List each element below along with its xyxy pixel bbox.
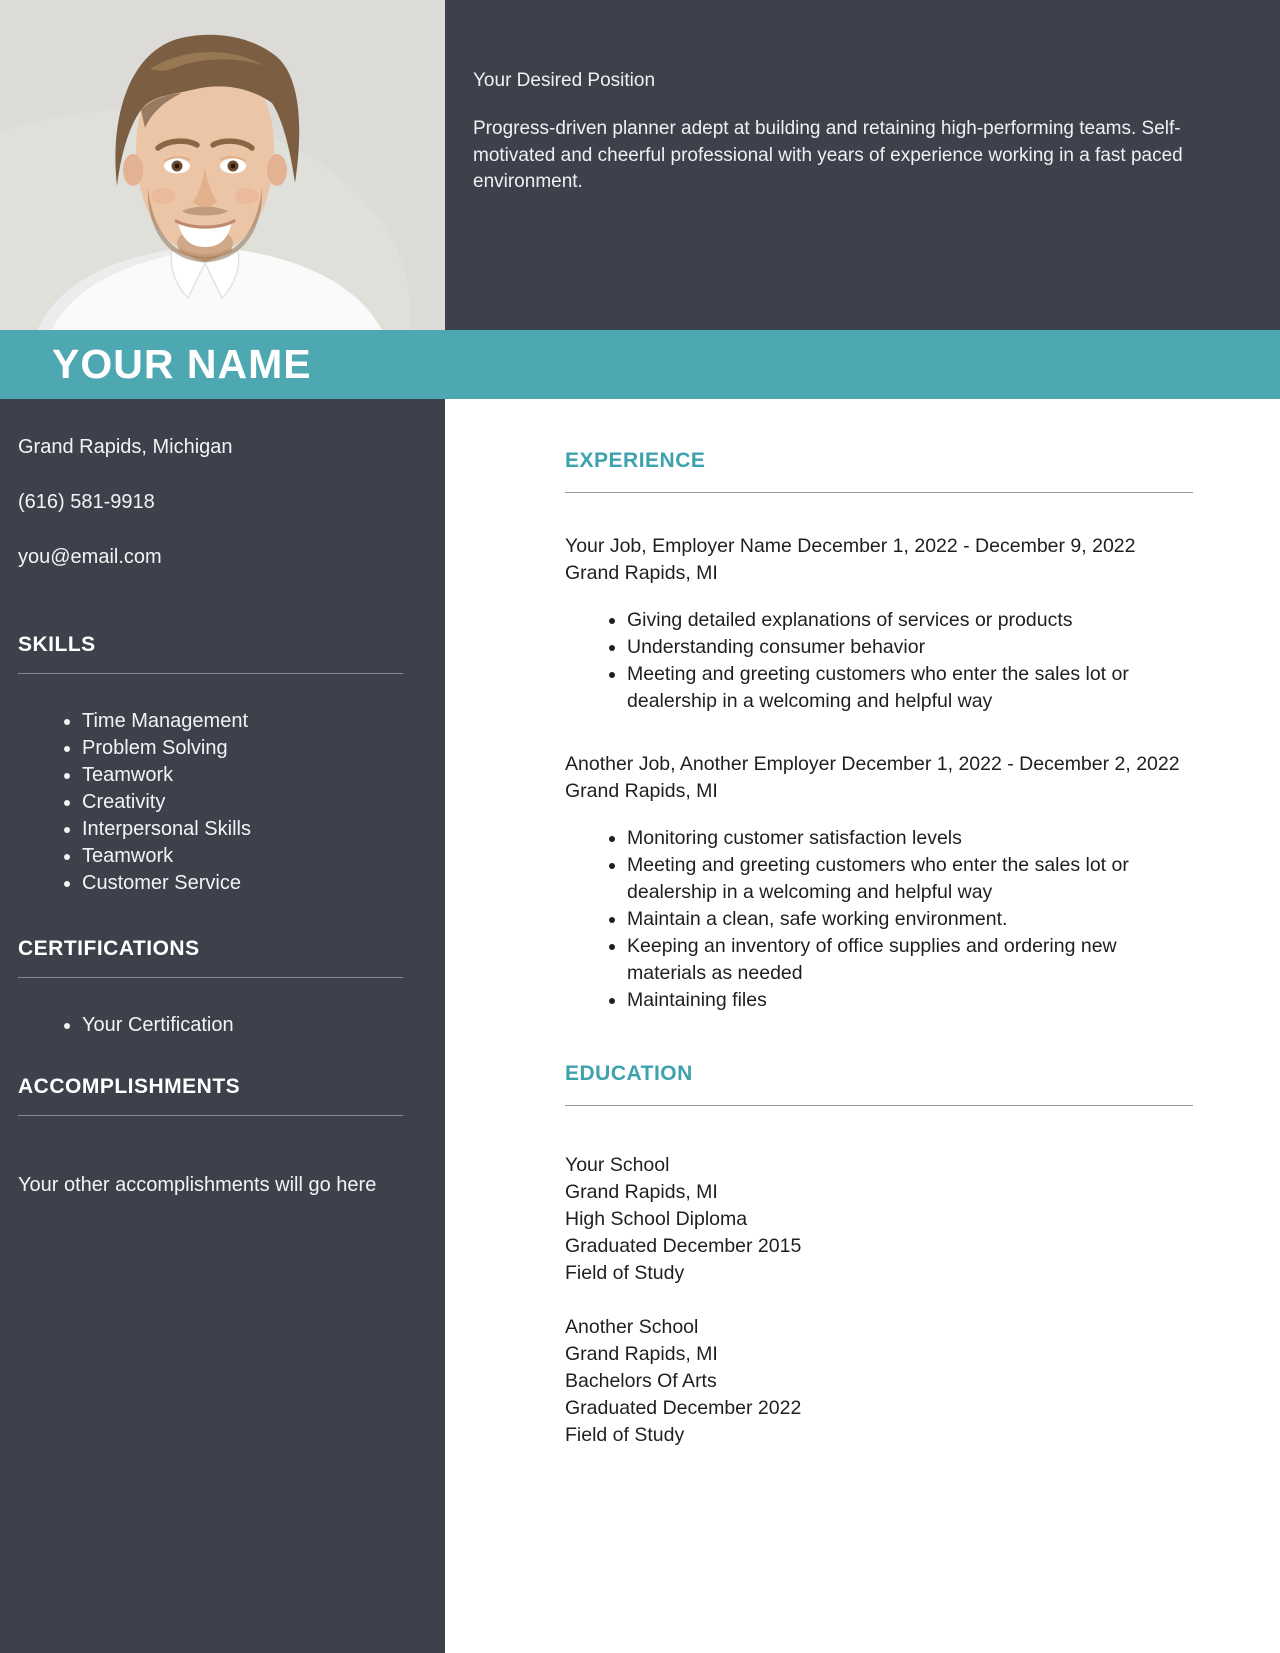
skills-title: SKILLS bbox=[18, 633, 96, 656]
main-content bbox=[445, 399, 1280, 1653]
experience-divider bbox=[565, 492, 1193, 493]
job-bullets bbox=[565, 607, 1193, 715]
skill-item: • Teamwork bbox=[82, 762, 403, 789]
name-banner bbox=[0, 330, 1280, 399]
contact-location: Grand Rapids, Michigan bbox=[18, 436, 233, 458]
job-heading: Your Job, Employer Name December 1, 2022 - December 9, 2022 bbox=[565, 535, 1136, 557]
contact-phone: (616) 581-9918 bbox=[18, 491, 155, 513]
certification-item: • Your Certification bbox=[82, 1012, 403, 1039]
skill-item: • Problem Solving bbox=[82, 735, 403, 762]
school-line: Field of Study bbox=[565, 1262, 685, 1284]
job-bullet: • Meeting and greeting customers who enter the sales lot or dealership in a welcoming and helpful way bbox=[627, 852, 1193, 906]
job-bullet: • Giving detailed explanations of services or products bbox=[627, 607, 1193, 634]
accomplishments-note: Your other accomplishments will go here bbox=[18, 1174, 377, 1196]
school-line: Graduated December 2022 bbox=[565, 1397, 802, 1419]
experience-title: EXPERIENCE bbox=[565, 449, 706, 472]
candidate-name: YOUR NAME bbox=[52, 341, 312, 387]
schools-list bbox=[565, 1152, 1193, 1449]
profile-photo bbox=[0, 0, 445, 330]
school-line: Field of Study bbox=[565, 1424, 685, 1446]
school-line: High School Diploma bbox=[565, 1208, 748, 1230]
job-bullets bbox=[565, 825, 1193, 1014]
job-bullet: • Meeting and greeting customers who enter the sales lot or dealership in a welcoming and helpful way bbox=[627, 661, 1193, 715]
skill-item: • Interpersonal Skills bbox=[82, 816, 403, 843]
school-line: Another School bbox=[565, 1316, 699, 1338]
profile-summary: Progress-driven planner adept at building and retaining high-performing teams. Self-motivated and cheerful professional with years of experience working in a fast paced environment. bbox=[473, 118, 1183, 192]
top-header bbox=[0, 0, 1280, 330]
certifications-list bbox=[18, 1012, 403, 1039]
job-bullet: • Keeping an inventory of office supplies and ordering new materials as needed bbox=[627, 933, 1193, 987]
skill-item: • Creativity bbox=[82, 789, 403, 816]
education-title: EDUCATION bbox=[565, 1062, 693, 1085]
skills-list bbox=[18, 708, 403, 897]
school-line: Grand Rapids, MI bbox=[565, 1181, 718, 1203]
experience-section bbox=[565, 449, 1193, 1014]
job-bullet: • Understanding consumer behavior bbox=[627, 634, 1193, 661]
desired-position: Your Desired Position bbox=[473, 70, 656, 91]
header-intro bbox=[445, 0, 1280, 330]
certifications-divider bbox=[18, 977, 403, 978]
school-entry bbox=[565, 1152, 1193, 1287]
job-heading: Another Job, Another Employer December 1, 2022 - December 2, 2022 bbox=[565, 753, 1180, 775]
education-divider bbox=[565, 1105, 1193, 1106]
contact-email: you@email.com bbox=[18, 546, 162, 568]
body-columns bbox=[0, 399, 1280, 1653]
job-bullet: • Maintaining files bbox=[627, 987, 1193, 1014]
job-bullet: • Maintain a clean, safe working environment. bbox=[627, 906, 1193, 933]
sidebar bbox=[0, 399, 445, 1653]
profile-photo-illustration bbox=[0, 0, 445, 330]
school-line: Bachelors Of Arts bbox=[565, 1370, 717, 1392]
school-line: Grand Rapids, MI bbox=[565, 1343, 718, 1365]
school-entry bbox=[565, 1314, 1193, 1449]
job-location: Grand Rapids, MI bbox=[565, 562, 718, 584]
contact-block bbox=[18, 433, 403, 571]
job-location: Grand Rapids, MI bbox=[565, 780, 718, 802]
jobs-list bbox=[565, 533, 1193, 1014]
job-entry bbox=[565, 751, 1193, 1014]
skill-item: • Teamwork bbox=[82, 843, 403, 870]
accomplishments-title: ACCOMPLISHMENTS bbox=[18, 1075, 241, 1098]
skill-item: • Customer Service bbox=[82, 870, 403, 897]
accomplishments-divider bbox=[18, 1115, 403, 1116]
education-section bbox=[565, 1062, 1193, 1449]
skills-divider bbox=[18, 673, 403, 674]
job-entry bbox=[565, 533, 1193, 715]
job-bullet: • Monitoring customer satisfaction levels bbox=[627, 825, 1193, 852]
certifications-title: CERTIFICATIONS bbox=[18, 937, 200, 960]
skill-item: • Time Management bbox=[82, 708, 403, 735]
school-line: Graduated December 2015 bbox=[565, 1235, 802, 1257]
school-line: Your School bbox=[565, 1154, 670, 1176]
